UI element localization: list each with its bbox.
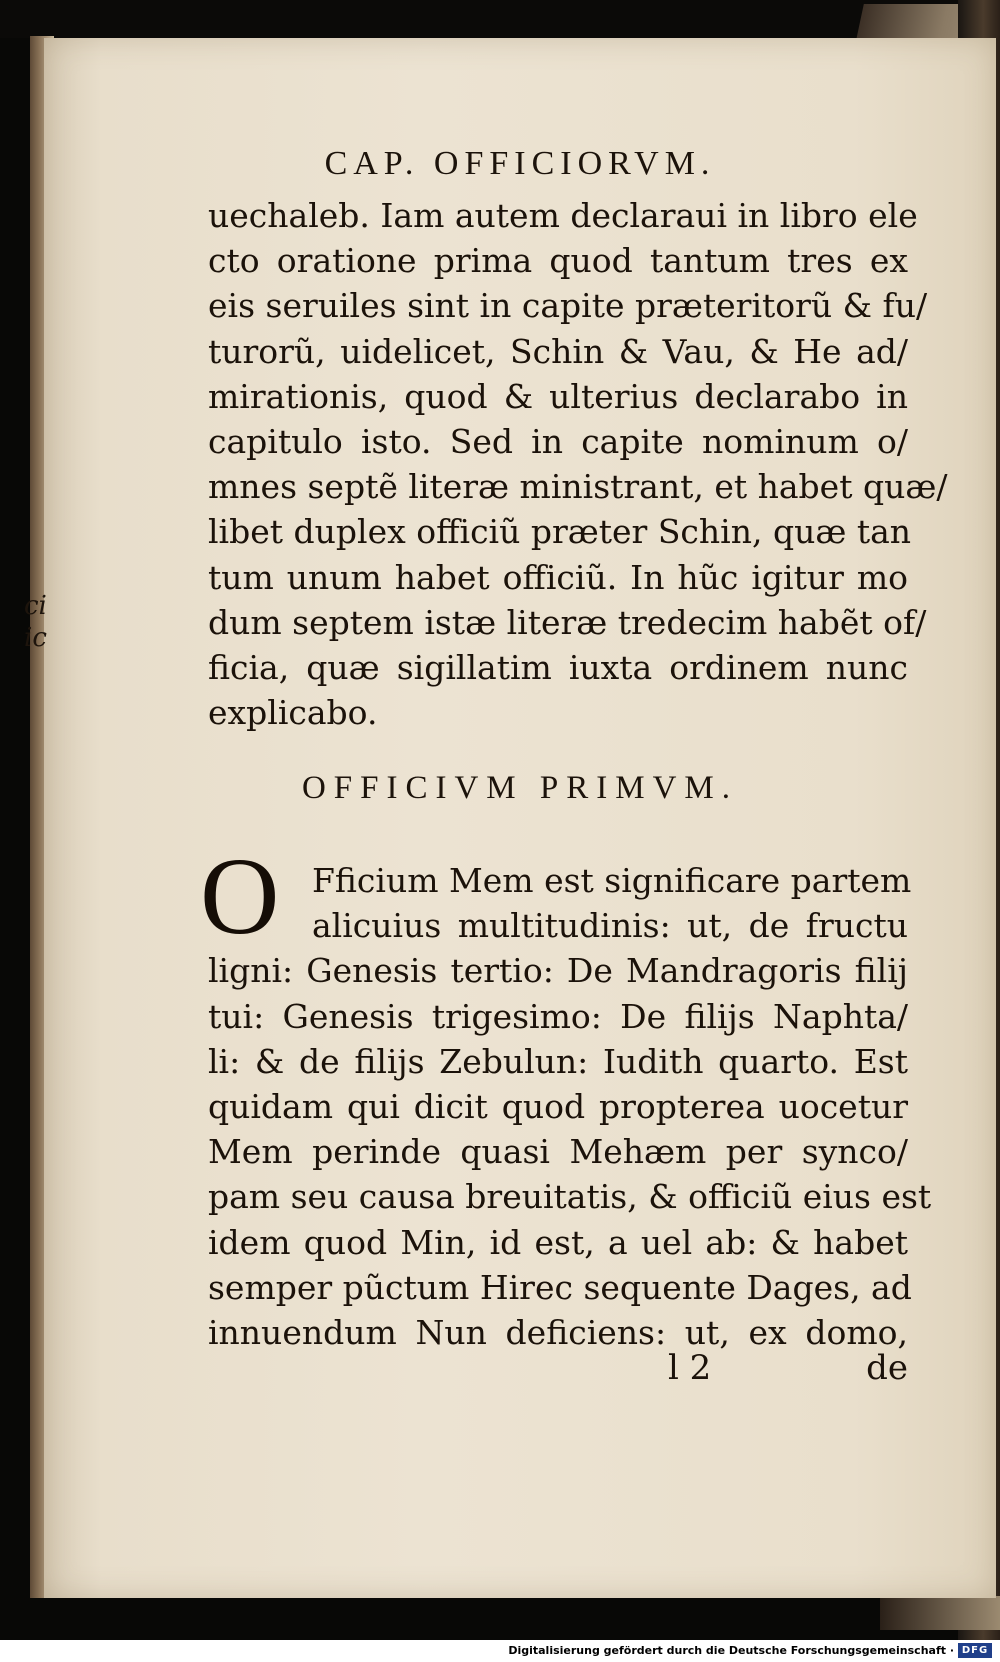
text-line: pam seu causa breuitatis, & officiũ eius est: [208, 1177, 932, 1217]
text-line: mnes septẽ literæ ministrant, et habet quæ/: [208, 467, 948, 507]
text-line: turorũ, uidelicet, Schin & Vau, & He ad/: [208, 331, 908, 371]
drop-cap: O: [200, 835, 280, 957]
margin-fragment-line: ic: [24, 623, 47, 653]
text-line: eis seruiles sint in capite præteritorũ & fu/: [208, 286, 928, 326]
text-line: libet duplex officiũ præter Schin, quæ tan: [208, 512, 912, 552]
text-line: Fficium Mem est significare partem: [312, 861, 912, 900]
margin-fragment-line: ci: [24, 591, 47, 621]
text-line: mirationis, quod & ulterius declarabo in: [208, 376, 908, 416]
text-line: idem quod Min, id est, a uel ab: & habet: [208, 1222, 908, 1262]
text-line: semper pũctum Hirec sequente Dages, ad: [208, 1267, 912, 1307]
text-line: uechaleb. Iam autem declaraui in libro ele: [208, 196, 918, 235]
dfg-logo-icon: DFG: [958, 1643, 992, 1658]
body-text: [208, 193, 948, 735]
signature-mark: l 2: [668, 1348, 712, 1388]
text-line: capitulo isto. Sed in capite nominum o/: [208, 421, 908, 461]
text-line: explicabo.: [208, 693, 378, 733]
text-line: ligni: Genesis tertio: De Mandragoris filij: [208, 951, 908, 991]
section-heading: OFFICIVM PRIMVM.: [301, 770, 739, 806]
text-line: tum unum habet officiũ. In hũc igitur mo: [208, 557, 908, 597]
text-line: alicuius multitudinis: ut, de fructu: [312, 906, 908, 946]
text-line: Mem perinde quasi Mehæm per synco/: [208, 1132, 908, 1172]
scan-top-border: [0, 0, 1000, 38]
text-line: li: & de filijs Zebulun: Iudith quarto. Est: [208, 1041, 908, 1081]
text-line: dum septem istæ literæ tredecim habẽt of/: [208, 602, 927, 642]
paragraph: [208, 858, 932, 1355]
catchword: de: [866, 1348, 908, 1388]
text-line: innuendum Nun deficiens: ut, ex domo,: [208, 1312, 908, 1352]
adjacent-page-scrap-bottom: [880, 1596, 1000, 1630]
digitization-credit: Digitalisierung gefördert durch die Deutsche Forschungsgemeinschaft ·: [508, 1644, 954, 1657]
running-head: CAP. OFFICIORVM.: [324, 145, 716, 182]
text-line: ficia, quæ sigillatim iuxta ordinem nunc: [208, 647, 908, 687]
text-line: tui: Genesis trigesimo: De filijs Naphta/: [208, 996, 908, 1036]
text-line: cto oratione prima quod tantum tres ex: [208, 241, 908, 281]
margin-fragment: [24, 590, 50, 654]
text-line: quidam qui dicit quod propterea uocetur: [208, 1086, 908, 1126]
